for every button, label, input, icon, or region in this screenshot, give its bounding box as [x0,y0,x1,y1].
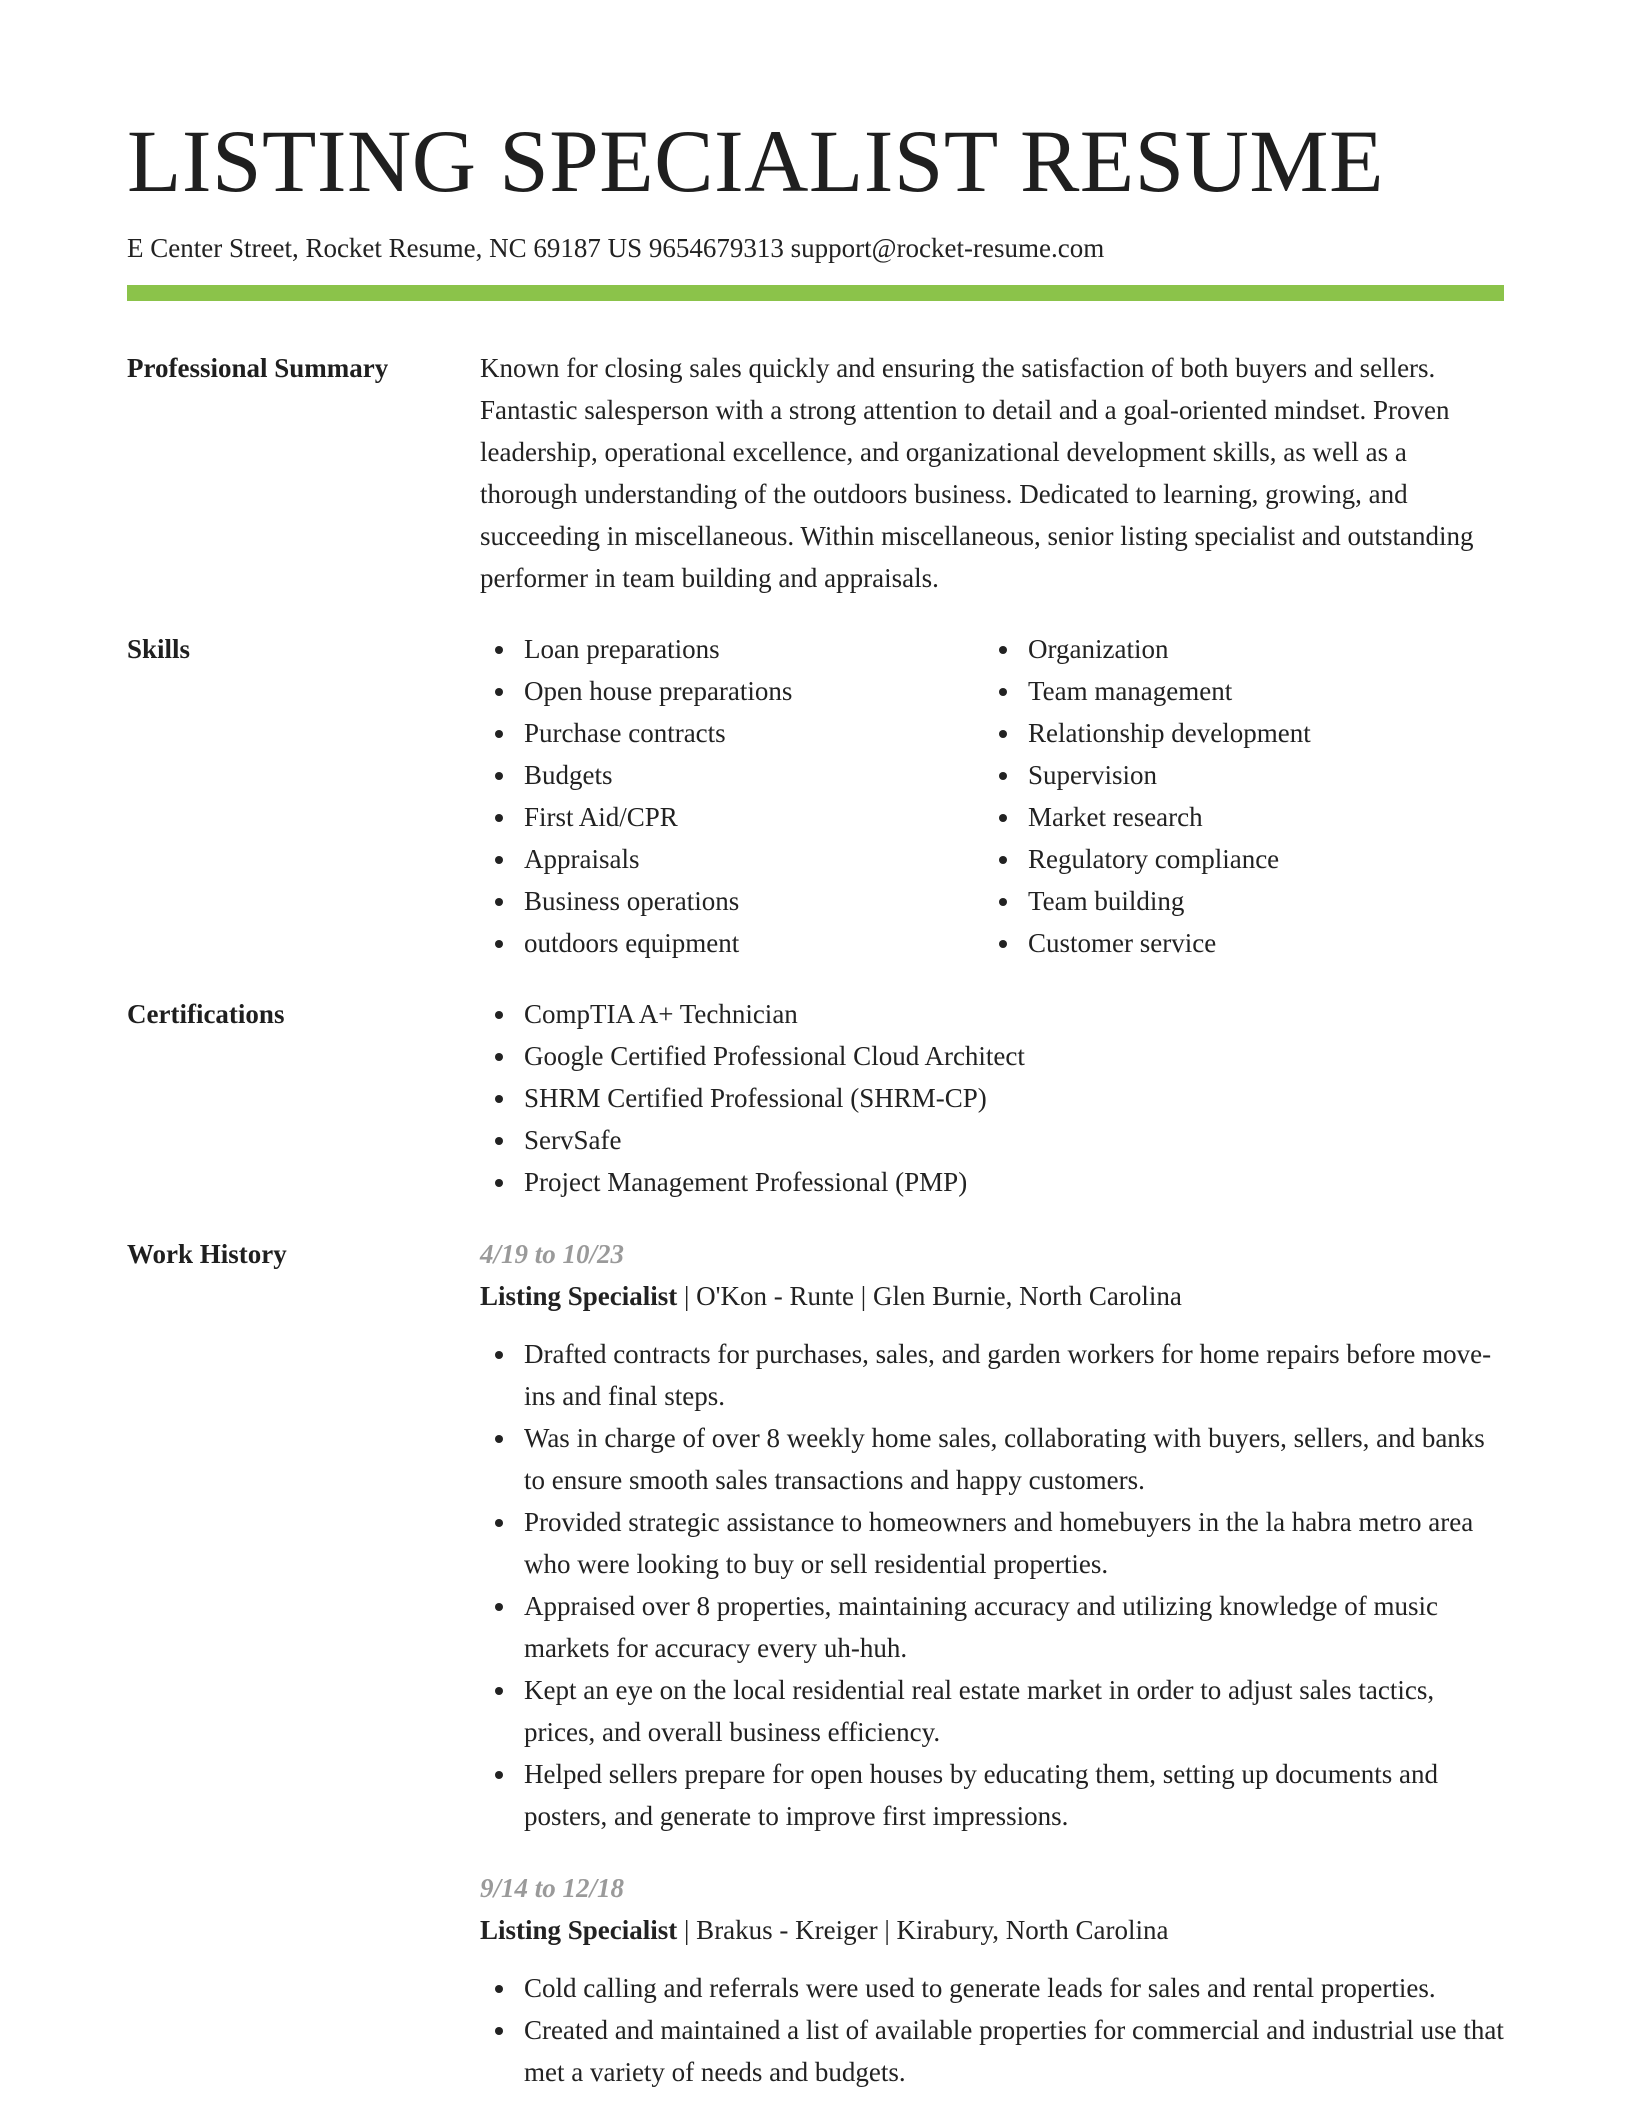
skill-item: Team management [1028,670,1488,712]
summary-label: Professional Summary [127,353,389,383]
skills-label: Skills [127,634,191,664]
skills-body [480,628,1508,964]
skills-list-left [480,628,984,964]
certification-item: ServSafe [524,1119,1508,1161]
job-dates: 4/19 to 10/23 [480,1239,625,1269]
job-heading [480,1275,1508,1317]
skills-list-right [984,628,1488,964]
summary-text: Known for closing sales quickly and ensuring the satisfaction of both buyers and sellers. Fantastic salesperson with a strong attention to detail and a goal-oriented mindset. Proven leadership, operational excellence, and organizational development skills, as well as a thorough understanding of the outdoors business. Dedicated to learning, growing, and succeeding in miscellaneous. Within miscellaneous, senior listing specialist and outstanding performer in team building and appraisals. [480,353,1474,593]
skill-item: Organization [1028,628,1488,670]
resume-title: LISTING SPECIALIST RESUME [127,113,1384,211]
skill-item: Purchase contracts [524,712,984,754]
certifications-body [480,993,1508,1203]
job-bullet: Created and maintained a list of available properties for commercial and industrial use that met a variety of needs and budgets. [524,2009,1508,2093]
skill-item: Budgets [524,754,984,796]
work-history-body [480,1233,1508,2093]
skills-column-left [480,628,984,964]
skills-column-right [984,628,1488,964]
job-title: Listing Specialist [480,1915,678,1945]
summary-body [480,347,1508,599]
skill-item: Loan preparations [524,628,984,670]
job-bullet: Was in charge of over 8 weekly home sales, collaborating with buyers, sellers, and banks to ensure smooth sales transactions and happy customers. [524,1417,1508,1501]
job-bullet-list [480,1333,1508,1837]
job-bullet-list [480,1967,1508,2093]
certifications-label: Certifications [127,999,285,1029]
skill-item: Open house preparations [524,670,984,712]
job-heading [480,1909,1508,1951]
skill-item: Relationship development [1028,712,1488,754]
skill-item: outdoors equipment [524,922,984,964]
job-bullet: Drafted contracts for purchases, sales, and garden workers for home repairs before move-ins and final steps. [524,1333,1508,1417]
job-bullet: Helped sellers prepare for open houses by educating them, setting up documents and posters, and generate to improve first impressions. [524,1753,1508,1837]
certification-item: Project Management Professional (PMP) [524,1161,1508,1203]
job-title: Listing Specialist [480,1281,678,1311]
certifications-list [480,993,1508,1203]
job-bullet: Appraised over 8 properties, maintaining accuracy and utilizing knowledge of music markets for accuracy every uh-huh. [524,1585,1508,1669]
skill-item: Customer service [1028,922,1488,964]
certification-item: CompTIA A+ Technician [524,993,1508,1035]
work-history-label: Work History [127,1239,287,1269]
job-entry [480,1867,1508,2093]
skill-item: Supervision [1028,754,1488,796]
skill-item: Team building [1028,880,1488,922]
skill-item: Appraisals [524,838,984,880]
job-details: | O'Kon - Runte | Glen Burnie, North Carolina [677,1281,1182,1311]
header-divider [127,285,1504,301]
job-entry [480,1233,1508,1837]
job-bullet: Provided strategic assistance to homeowners and homebuyers in the la habra metro area who were looking to buy or sell residential properties. [524,1501,1508,1585]
skill-item: Business operations [524,880,984,922]
job-bullet: Kept an eye on the local residential real estate market in order to adjust sales tactics, prices, and overall business efficiency. [524,1669,1508,1753]
job-details: | Brakus - Kreiger | Kirabury, North Carolina [677,1915,1169,1945]
skill-item: First Aid/CPR [524,796,984,838]
certification-item: SHRM Certified Professional (SHRM-CP) [524,1077,1508,1119]
job-bullet: Cold calling and referrals were used to generate leads for sales and rental properties. [524,1967,1508,2009]
job-dates: 9/14 to 12/18 [480,1873,625,1903]
contact-line: E Center Street, Rocket Resume, NC 69187 US 9654679313 support@rocket-resume.com [127,233,1105,263]
skill-item: Market research [1028,796,1488,838]
skill-item: Regulatory compliance [1028,838,1488,880]
certification-item: Google Certified Professional Cloud Architect [524,1035,1508,1077]
